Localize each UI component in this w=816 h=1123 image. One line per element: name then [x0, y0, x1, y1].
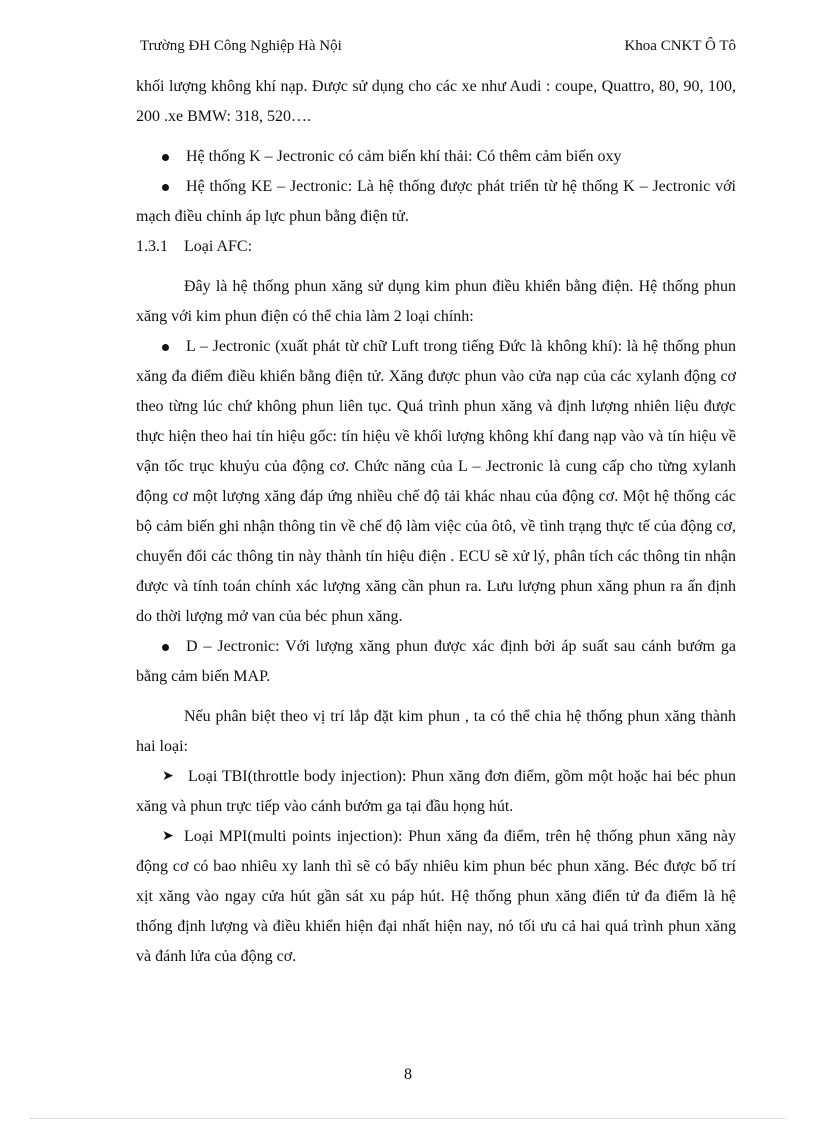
- bullet-icon: [162, 344, 169, 351]
- section-number: 1.3.1: [136, 238, 168, 255]
- page-bottom-divider: [30, 1118, 786, 1119]
- page-header: [140, 38, 736, 55]
- arrow-text: Loại TBI(throttle body injection): Phun xăng đơn điểm, gồm một hoặc hai béc phun xăng và phun trực tiếp vào cánh bướm ga tại đầu họng hút.: [136, 768, 736, 815]
- section-heading: [136, 232, 736, 262]
- arrow-text: Loại MPI(multi points injection): Phun xăng đa điểm, trên hệ thống phun xăng này động cơ có bao nhiêu xy lanh thì sẽ có bấy nhiêu kim phun béc phun xăng. Béc được bố trí xịt xăng vào ngay cửa hút gần sát xu páp hút. Hệ thống phun xăng điển tử đa điểm là hệ thống định lượng và điều khiển hiện đại nhất hiện nay, nó tối ưu cả hai quá trình phun xăng và đánh lửa của động cơ.: [136, 828, 736, 965]
- bullet-icon: [162, 154, 169, 161]
- header-department: Khoa CNKT Ô Tô: [624, 38, 736, 54]
- paragraph-afc-intro: Đây là hệ thống phun xăng sử dụng kim phun điều khiển bằng điện. Hệ thống phun xăng với kim phun điện có thể chia làm 2 loại chính:: [136, 278, 736, 325]
- bullet-item: [136, 142, 736, 172]
- page-number: 8: [404, 1066, 412, 1083]
- bullet-text: L – Jectronic (xuất phát từ chữ Luft trong tiếng Đức là không khí): là hệ thống phun xăng đa điểm điều khiển bằng điện tử. Xăng được phun vào cửa nạp của các xylanh động cơ theo từng lúc chứ không phun liên tục. Quá trình phun xăng và định lượng nhiên liệu được thực hiện theo hai tín hiệu gốc: tín hiệu về khối lượng không khí đang nạp vào và tín hiệu về vận tốc trục khuỷu của động cơ. Chức năng của L – Jectronic là cung cấp cho từng xylanh động cơ một lượng xăng đáp ứng nhiều chế độ tải khác nhau của động cơ. Một hệ thống các bộ cảm biến ghi nhận thông tin về chế độ làm việc của ôtô, về tình trạng thực tế của động cơ, chuyển đổi các thông tin này thành tín hiệu điện . ECU sẽ xử lý, phân tích các thông tin nhận được và tính toán chính xác lượng xăng cần phun ra. Lưu lượng phun xăng phun ra ấn định do thời lượng mở van của béc phun xăng.: [136, 338, 736, 625]
- document-body: [136, 72, 736, 972]
- arrow-item: [136, 762, 736, 822]
- bullet-text: Hệ thống KE – Jectronic: Là hệ thống được phát triển từ hệ thống K – Jectronic với mạch điều chỉnh áp lực phun bằng điện tử.: [136, 178, 736, 225]
- section-title: Loại AFC:: [184, 238, 253, 255]
- arrow-item: [136, 822, 736, 972]
- header-school: Trường ĐH Công Nghiệp Hà Nội: [140, 38, 342, 54]
- arrow-bullet-icon: ➤: [162, 769, 174, 784]
- bullet-text: Hệ thống K – Jectronic có cảm biến khí thải: Có thêm cảm biến oxy: [186, 148, 622, 165]
- bullet-icon: [162, 184, 169, 191]
- arrow-bullet-icon: ➤: [162, 829, 174, 844]
- bullet-item: [136, 172, 736, 232]
- bullet-item: [136, 632, 736, 692]
- paragraph-air-mass: khối lượng không khí nạp. Được sử dụng cho các xe như Audi : coupe, Quattro, 80, 90, 100, 200 .xe BMW: 318, 520….: [136, 78, 736, 125]
- bullet-text: D – Jectronic: Với lượng xăng phun được xác định bởi áp suất sau cánh bướm ga bằng cảm biến MAP.: [136, 638, 736, 685]
- bullet-item: [136, 332, 736, 632]
- bullet-icon: [162, 644, 169, 651]
- paragraph-injector-position: Nếu phân biệt theo vị trí lắp đặt kim phun , ta có thể chia hệ thống phun xăng thành hai loại:: [136, 708, 736, 755]
